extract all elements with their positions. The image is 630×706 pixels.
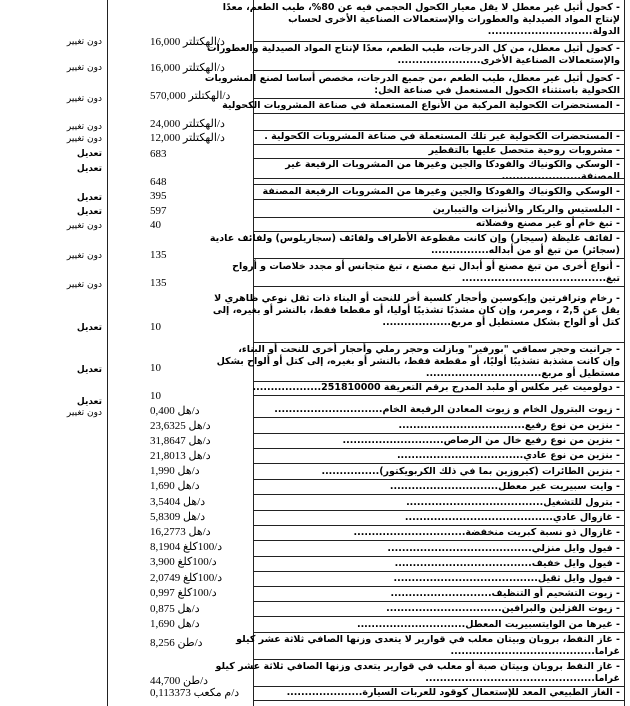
item-description: الدولة............................. xyxy=(487,26,620,37)
duty-rate: 1,990 د/هل xyxy=(150,465,200,477)
change-status: تعديل xyxy=(76,193,102,203)
row-divider xyxy=(253,286,624,287)
change-status: تعديل xyxy=(76,365,102,375)
item-description: - كحول أثيل معطل، من كل الدرجات، طيب الطعم، معدًا لإنتاج المواد الصيدلية والعطورات xyxy=(207,43,620,54)
row-divider xyxy=(253,417,624,418)
item-description: - بنزين من نوع عادي................................... xyxy=(396,450,620,461)
item-description: - بنزين من نوع رفيع................................... xyxy=(398,420,620,431)
change-status: تعديل xyxy=(76,323,102,333)
duty-rate: 44,700 د/طن xyxy=(150,675,209,687)
duty-rate: 395 xyxy=(150,190,167,202)
item-description: - زيوت التشحيم أو التنظيف............................ xyxy=(390,588,620,599)
duty-rate: 648 xyxy=(150,176,167,188)
column-divider xyxy=(624,0,625,706)
duty-rate: 0,997 د/100كلغ xyxy=(150,587,217,599)
item-description: غراما........................................ xyxy=(450,646,620,657)
item-description: - زيوت الفزلين والبرافين................................ xyxy=(386,603,620,614)
item-description: - مشروبات روحية متحصل عليها بالتقطير xyxy=(428,145,620,156)
duty-rate: 40 xyxy=(150,219,161,231)
duty-rate: 2,0749 د/100كلغ xyxy=(150,572,223,584)
row-divider xyxy=(253,184,624,185)
duty-rate: 21,8013 د/هل xyxy=(150,450,211,462)
row-divider xyxy=(253,632,624,633)
duty-rate: 31,8647 د/هل xyxy=(150,435,211,447)
row-divider xyxy=(253,700,624,701)
row-divider xyxy=(253,258,624,259)
item-description: - المستحضرات الكحولية المركبة من الأنواع المستعملة في صناعة المشروبات الكحولية xyxy=(222,100,620,111)
item-description: - كحول أثيل غير معطل لا يقل معيار الكحول الحجمي فيه عن 80%، طيب الطعم، معدًا xyxy=(222,2,620,13)
change-status: تعديل xyxy=(76,397,102,407)
item-description: كتل أو ألواح بشكل مستطيل أو مربع................... xyxy=(382,317,620,328)
change-status: دون تغيير xyxy=(66,408,102,418)
item-description: - غاز النفط، بروبان وبيتان معلب في قوارير لا يتعدى وزنها الصافي ثلاثة عشر كيلو xyxy=(236,634,620,645)
duty-rate: 0,875 د/هل xyxy=(150,603,200,615)
row-divider xyxy=(253,70,624,71)
change-status: دون تغيير xyxy=(66,63,102,73)
row-divider xyxy=(253,130,624,131)
row-divider xyxy=(253,41,624,42)
change-status: تعديل xyxy=(76,207,102,217)
item-description: - بنزين من نوع رفيع خال من الرصاص............................ xyxy=(342,435,620,446)
item-description: - البلستيس والريكار والأنيزات والتيبارين xyxy=(432,204,620,215)
item-description: - المستحضرات الكحولية غير تلك المستعملة في صناعة المشروبات الكحولية . xyxy=(264,131,620,142)
change-status: دون تغيير xyxy=(66,134,102,144)
item-description: وإن كانت مشذبة تشذيبًا أوليًا، أو مقطعة فقط، بالنشر أو بغيره، إلى كتل أو ألواح بشكل xyxy=(216,356,620,367)
duty-rate: 135 xyxy=(150,249,167,261)
duty-rate: 3,900 د/100كلغ xyxy=(150,556,217,568)
duty-rate: 16,2773 د/هل xyxy=(150,526,211,538)
row-divider xyxy=(253,342,624,343)
row-divider xyxy=(253,144,624,145)
item-description: - الوسكي والكونياك والفودكا والجين وغيرها من المشروبات الرفيعة غير xyxy=(285,159,620,170)
row-divider xyxy=(253,158,624,159)
duty-rate: 0,400 د/هل xyxy=(150,405,200,417)
duty-rate: 10 xyxy=(150,362,161,374)
row-divider xyxy=(253,601,624,602)
item-description: - دولوميت غير مكلس أو ملبد المدرج برقم التعريفة 251810000................... xyxy=(252,382,620,393)
row-divider xyxy=(253,571,624,572)
change-status: دون تغيير xyxy=(66,37,102,47)
item-description: غراما............................................... xyxy=(425,673,620,684)
item-description: - جرانيت وحجر سماقي "بورفير" وبازلت وحجر رملي وأحجار أخرى للنحت أو البناء، xyxy=(238,344,620,355)
item-description: - بنزين الطائرات (كيروزين بما في ذلك الكربويكتور)................ xyxy=(321,466,620,477)
row-divider xyxy=(253,381,624,382)
duty-rate: 5,8309 د/هل xyxy=(150,511,206,523)
duty-rate: 1,690 د/هل xyxy=(150,480,200,492)
row-divider xyxy=(253,448,624,449)
row-divider xyxy=(253,231,624,232)
duty-rate: 23,6325 د/هل xyxy=(150,420,211,432)
item-description: تبغ........................................ xyxy=(461,273,620,284)
item-description: - غاز النفط بروبان وبيتان صبة أو معلب في قوارير يتعدى وزنها الصافي ثلاثة عشر كيلو xyxy=(215,661,620,672)
item-description: - تبغ خام أو غير مصنع وفضلاته xyxy=(475,218,620,229)
item-description: - غيرها من الوايتسبيريت المعطل.............................. xyxy=(356,619,620,630)
row-divider xyxy=(253,510,624,511)
row-divider xyxy=(253,556,624,557)
change-status: دون تغيير xyxy=(66,280,102,290)
row-divider xyxy=(253,494,624,495)
item-description: - وايت سبيريت غير معطل.............................. xyxy=(389,481,620,492)
item-description: - فيول وايل ثقيل........................................ xyxy=(393,573,620,584)
duty-rate: 8,256 د/طن xyxy=(150,637,203,649)
item-description: - فيول وايل منزلي........................................ xyxy=(387,543,620,554)
column-divider xyxy=(107,0,108,706)
row-divider xyxy=(253,686,624,687)
row-divider xyxy=(253,479,624,480)
item-description: الكحولية باستثناء الكحول المستعمل في صناعة الخل: xyxy=(374,85,620,96)
change-status: تعديل xyxy=(76,149,102,159)
item-description: - لفائف غليظة (سيجار) وإن كانت مقطوعة الأطراف ولفائف (سجاريلوس) ولفائف عادية xyxy=(209,233,620,244)
item-description: - غازوال ذو نسبة كبريت منخفضة............................... xyxy=(353,527,620,538)
item-description: - رخام وترافرتين وإيكوسين وأحجار كلسية أخر للنحت أو البناء ذات ثقل نوعي ظاهري لا xyxy=(214,293,620,304)
row-divider xyxy=(253,113,624,114)
row-divider xyxy=(253,540,624,541)
change-status: دون تغيير xyxy=(66,221,102,231)
item-description: - بترول للتشغيل...................................... xyxy=(406,497,620,508)
duty-rate: 16,000 د/الهكتلتر xyxy=(150,36,225,48)
item-description: مستطيل أو مربع................................ xyxy=(425,368,620,379)
item-description: والإستعمالات الصناعية الأخرى....................... xyxy=(397,55,620,66)
row-divider xyxy=(253,659,624,660)
item-description: المصنفة...................... xyxy=(501,171,620,182)
duty-rate: 570,000 د/الهكتلتر xyxy=(150,90,231,102)
item-description: - غازوال عادي......................................... xyxy=(404,512,620,523)
duty-rate: 12,000 د/الهكتلتر xyxy=(150,132,225,144)
row-divider xyxy=(253,199,624,200)
row-divider xyxy=(253,98,624,99)
item-description: - أنواع أخرى من تبغ مصنع أو أبدال تبغ مصنع ، تبغ متجانس أو مجدد خلاصات و أرواح xyxy=(232,261,620,272)
duty-rate: 8,1904 د/100كلغ xyxy=(150,541,223,553)
duty-rate: 683 xyxy=(150,148,167,160)
duty-rate: 1,690 د/هل xyxy=(150,618,200,630)
duty-rate: 24,000 د/الهكتلتر xyxy=(150,118,225,130)
duty-rate: 16,000 د/الهكتلتر xyxy=(150,62,225,74)
item-description: - الغاز الطبيعي المعد للإستعمال كوقود للعربات السيارة..................... xyxy=(286,687,620,698)
item-description: - فيول وايل خفيف...................................... xyxy=(394,558,620,569)
item-description: - كحول أثيل غير معطل، طيب الطعم ،من جميع الدرجات، مخصص أساسا لصنع المشروبات xyxy=(204,73,620,84)
change-status: دون تغيير xyxy=(66,122,102,132)
change-status: دون تغيير xyxy=(66,94,102,104)
row-divider xyxy=(253,178,624,179)
row-divider xyxy=(253,586,624,587)
row-divider xyxy=(253,217,624,218)
duty-rate: 135 xyxy=(150,277,167,289)
duty-rate: 597 xyxy=(150,205,167,217)
item-description: (سجائر) من تبغ أو من أبداله................ xyxy=(430,245,620,256)
item-description: - زيوت البترول الخام و زيوت المعادن الرفيعة الخام.............................. xyxy=(274,404,620,415)
change-status: تعديل xyxy=(76,164,102,174)
item-description: يقل عن 2,5 ، ومرمر، وإن كان مشذبًا تشذيبًا أوليا، أو مقطعا فقط، بالنشر أو بغيره، إلى xyxy=(212,305,620,316)
item-description: - الوسكي والكونياك والفودكا والجين وغيرها من المشروبات الرفيعة المصنفة xyxy=(262,186,620,197)
row-divider xyxy=(253,463,624,464)
duty-rate: 10 xyxy=(150,390,161,402)
duty-rate: 0,113373 د/م مكعب xyxy=(150,687,240,699)
duty-rate: 3,5404 د/هل xyxy=(150,496,206,508)
row-divider xyxy=(253,525,624,526)
change-status: دون تغيير xyxy=(66,251,102,261)
duty-rate: 10 xyxy=(150,321,161,333)
row-divider xyxy=(253,433,624,434)
row-divider xyxy=(253,616,624,617)
item-description: لإنتاج المواد الصيدلية والعطورات والإستعمالات الصناعية الأخرى لحساب xyxy=(288,14,620,25)
row-divider xyxy=(253,395,624,396)
